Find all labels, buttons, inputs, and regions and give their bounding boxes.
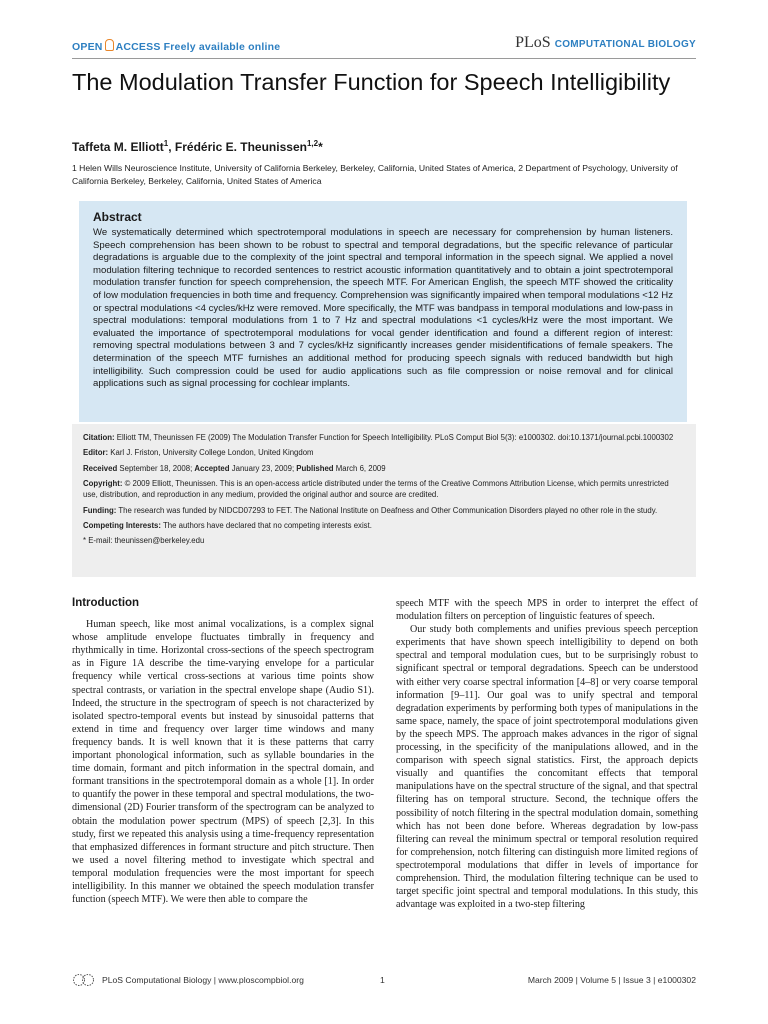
abstract-heading: Abstract [93, 210, 142, 224]
abstract-text: We systematically determined which spectrotemporal modulations in speech are necessary for comprehension by human listeners. Speech comprehension has been shown to be robust to spectral and temporal degradations, but the specific relevance of particular degradations is arguable due to the complexity of the joint spectral and temporal information in the speech signal. We applied a novel modulation filtering technique to recorded sentences to restrict acoustic information quantitatively and to obtain a joint spectrotemporal modulation transfer function for speech comprehension, the speech MTF. For American English, the speech MTF showed the criticality of low modulation frequencies in both time and frequency. Comprehension was significantly impaired when temporal modulations <12 Hz or spectral modulations <4 cycles/kHz were removed. More specifically, the MTF was bandpass in temporal modulations and low-pass in spectral modulations: temporal modulations from 1 to 7 Hz and spectral modulations <1 cycles/kHz were the most important. We evaluated the importance of spectrotemporal modulations for vocal gender identification and found a different region of interest: removing spectral modulations between 3 and 7 cycles/kHz significantly increases gender misidentifications of female speakers. The determination of the speech MTF furnishes an additional method for producing speech signals with reduced bandwidth but high intelligibility. Such compression could be used for audio applications such as file compression or noise removal and for clinical applications such as signal processing for cochlear implants. [93, 227, 673, 390]
open-access-label: OPEN ACCESS Freely available online [72, 41, 281, 53]
page-number: 1 [380, 975, 385, 985]
article-info [83, 432, 681, 551]
footer-issue: March 2009 | Volume 5 | Issue 3 | e1000302 [527, 975, 696, 985]
open-lock-icon [105, 39, 114, 51]
body-column-right [396, 597, 698, 911]
paragraph: Human speech, like most animal vocalizations, is a complex signal whose amplitude envelope fluctuates timbrally in frequency and rhythmically in time. Horizontal cross-sections of the speech spectrogram as in Figure 1A describe the time-varying envelope for a particular frequency while vertical cross-sections at various time points show spectral contrasts, or variation in the spectral envelope shape (Audio S1). Indeed, the structure in the spectrogram of speech is not characterized by isolated spectro-temporal events but instead by sinusoidal patterns that extend in time and frequency over larger time windows and many frequency bands. It is well known that it is these patterns that carry important phonological information, such as syllable boundaries in the time domain, formant and pitch information in the spectral domain, and formant transitions in the spectrotemporal domain as a whole [1]. In order to quantify the power in these temporal and spectral modulations, the two-dimensional (2D) Fourier transform of the spectrogram can be analyzed to obtain the modulation power spectrum (MPS) of speech [2,3]. In this study, first we repeated this analysis using a time-frequency representation that emphasized differences in formant structure and pitch structure. Then we used a novel filtering method to investigate which spectral and temporal modulation frequencies were the most important for speech intelligibility. In this manner we obtained the speech modulation transfer function (speech MTF). We were then able to compare the [72, 619, 374, 906]
page-footer [72, 972, 696, 992]
citation-line: Citation: Elliott TM, Theunissen FE (2009) The Modulation Transfer Function for Speech Intelligibility. PLoS Comput Biol 5(3): e1000302. doi:10.1371/journal.pcbi.1000302 [83, 433, 674, 442]
paragraph: speech MTF with the speech MPS in order to interpret the effect of modulation filters on perception of linguistic features of speech. [396, 598, 698, 623]
competing-interests-line: Competing Interests: The authors have declared that no competing interests exist. [83, 520, 372, 530]
author-list: Taffeta M. Elliott$^1$, Frédéric E. Theunissen$^{1,2}$* [72, 139, 323, 154]
body-column-left [72, 597, 374, 906]
editor-line: Editor: Karl J. Friston, University College London, United Kingdom [83, 448, 314, 458]
dates-line: Received September 18, 2008; Accepted January 23, 2009; Published March 6, 2009 [83, 463, 386, 473]
paper-title: The Modulation Transfer Function for Speech Intelligibility [72, 69, 671, 95]
header-divider [72, 58, 696, 59]
footer-journal: PLoS Computational Biology | www.ploscompbiol.org [102, 975, 304, 985]
email-line: * E-mail: theunissen@berkeley.edu [83, 536, 205, 546]
section-heading-introduction: Introduction [72, 597, 140, 609]
abstract-box [79, 201, 687, 422]
copyright-line: Copyright: © 2009 Elliott, Theunissen. This is an open-access article distributed under the terms of the Creative Commons Attribution License, which permits unrestricted use, distribution, and reproduction in any medium, provided the original author and source are credited. [83, 479, 669, 500]
author-name: Taffeta M. Elliott [72, 140, 164, 154]
paragraph: Our study both complements and unifies previous speech perception experiments that have shown speech intelligibility to depend on both spectral and temporal modulation cues, but to be surprisingly robust to significant spectral or temporal degradations. Speech can be understood with either very coarse spectral information [4–8] or very coarse temporal information [9–11]. Our goal was to unify spectral and temporal degradation experiments by performing both types of manipulations in the same space, namely, the space of joint spectrotemporal modulations given by the speech MPS. The approach makes advances in the rigor of signal processing, in the specificity of the manipulations allowed, and in the comparison with speech signal statistics. First, the approach depicts visually and quantifies the concomitant effects that temporal manipulations have on the spectral structure of the signal, and that spectral filtering has on temporal structure. Second, the technique offers the possibility of notch filtering in the spectral modulation domain, something which has not been done before. Whereas degradation by low-pass filtering can reveal the minimum spectral or temporal resolution required for comprehension, notch filtering can distinguish more limited regions of spectrotemporal modulations that differ in levels of importance for comprehension. Third, the modulation filtering technique can be used to target specific joint spectral and temporal modulations. In this study, this advantage was exploited in a two-step filtering [396, 624, 698, 911]
journal-name: PLoS COMPUTATIONAL BIOLOGY [515, 34, 696, 51]
plos-logo-icon [72, 973, 96, 987]
author-name: , Frédéric E. Theunissen [168, 140, 307, 154]
funding-line: Funding: The research was funded by NIDCD07293 to FET. The National Institute on Deafness and Other Communication Disorders played no other role in the study. [83, 505, 658, 515]
affiliations: 1 Helen Wills Neuroscience Institute, University of California Berkeley, Berkeley, California, United States of America, 2 Department of Psychology, University of California Berkeley, Berkeley, California, United States of America [72, 163, 678, 186]
journal-header [72, 34, 696, 58]
